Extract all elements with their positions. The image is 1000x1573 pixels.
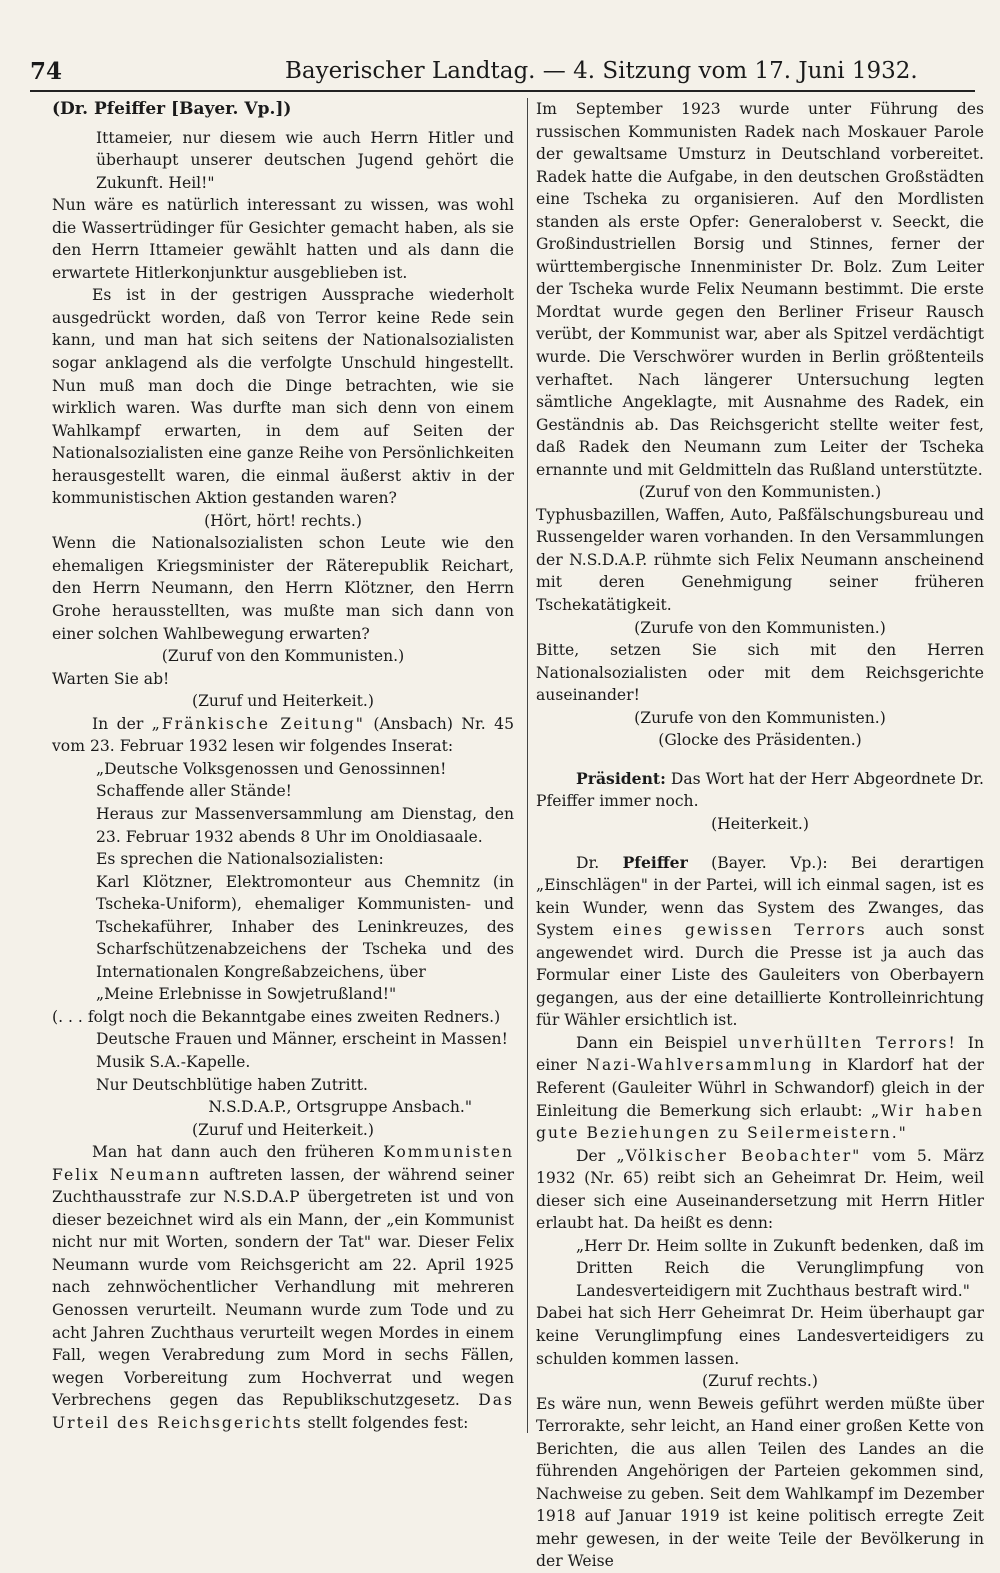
interjection: (Glocke des Präsidenten.) bbox=[658, 731, 862, 750]
spacer bbox=[536, 836, 984, 852]
interjection: (Zuruf und Heiterkeit.) bbox=[192, 1120, 374, 1139]
running-title: Bayerischer Landtag. — 4. Sitzung vom 17. Juni 1932. bbox=[285, 58, 918, 84]
emphasis: Kommunisten Felix Neumann bbox=[52, 1143, 514, 1184]
left-column bbox=[52, 98, 514, 1438]
ad-line: Karl Klötzner, Elektromonteur aus Chemnitz (in Tscheka-Uniform), ehemaliger Kommunisten- und Tschekaführer, Inhaber des Leninkreuzes, des Scharfschützenabzeichens der Tscheka und des Internationalen Kongreßabzeichens, über bbox=[96, 872, 514, 981]
newspaper-name: „Fränkische Zeitung" bbox=[151, 714, 365, 733]
ad-line: Es sprechen die Nationalsozialisten: bbox=[96, 850, 384, 869]
paragraph: Nun wäre es natürlich interessant zu wissen, was wohl die Wassertrüdinger für Gesichter gemacht haben, als sie den Herrn Ittameier gewählt hatten und als dann die erwartete Hitlerkonjunktur ausgeblieben ist. bbox=[52, 196, 514, 282]
paragraph: Typhusbazillen, Waffen, Auto, Paßfälschungsbureau und Russengelder waren vorhanden. In den Versammlungen der N.S.D.A.P. rühmte sich Felix Neumann anscheinend mit deren Genehmigung seiner früheren Tschekatätigkeit. bbox=[536, 505, 984, 615]
spacer bbox=[536, 752, 984, 768]
ad-line: Heraus zur Massenversammlung am Dienstag, den 23. Februar 1932 abends 8 Uhr im Onoldiasaale. bbox=[96, 804, 514, 846]
page-number: 74 bbox=[30, 58, 63, 85]
text: Man hat dann auch den früheren bbox=[92, 1143, 384, 1162]
paragraph: Bitte, setzen Sie sich mit den Herren Nationalsozialisten oder mit dem Reichsgerichte auseinander! bbox=[536, 641, 984, 705]
right-column bbox=[536, 98, 984, 1571]
page-header bbox=[30, 58, 970, 92]
text: Dr. bbox=[576, 853, 623, 872]
header-rule bbox=[30, 90, 975, 92]
ad-line: Schaffende aller Stände! bbox=[96, 782, 292, 801]
emphasis: unverhüllten Terrors! bbox=[738, 1033, 957, 1052]
text: Das Wort hat der Herr Abgeordnete Dr. Pfeiffer immer noch. bbox=[536, 769, 984, 811]
quote-closing: Ittameier, nur diesem wie auch Herrn Hitler und überhaupt unserer deutschen Jugend gehört die Zukunft. Heil!" bbox=[96, 128, 514, 192]
speaker-name: Pfeiffer bbox=[622, 852, 688, 872]
text: Der bbox=[576, 1146, 617, 1165]
interjection: (Zurufe von den Kommunisten.) bbox=[634, 618, 886, 637]
paragraph: Es ist in der gestrigen Aussprache wiederholt ausgedrückt worden, daß von Terror keine Rede sein kann, und man hat sich seitens der Nationalsozialisten sogar anklagend als die verfolgte Unschuld hingestellt. Nun muß man doch die Dinge betrachten, wie sie wirklich waren. Was durfte man sich denn von einem Wahlkampf erwarten, in dem auf Seiten der Nationalsozialisten eine ganze Reihe von Persönlichkeiten herausgestellt waren, die einmal äußerst aktiv in der kommunistischen Aktion gestanden waren? bbox=[52, 286, 514, 508]
speaker-tag: (Dr. Pfeiffer [Bayer. Vp.]) bbox=[52, 99, 292, 119]
ad-signature: N.S.D.A.P., Ortsgruppe Ansbach." bbox=[208, 1098, 472, 1117]
paragraph bbox=[536, 768, 984, 813]
text: (Bayer. Vp.): Bei derartigen „Einschlägen" in der Partei, will ich einmal sagen, ist es kein Wunder, wenn das System des Zwanges, das System bbox=[536, 853, 984, 940]
interjection: (Heiterkeit.) bbox=[711, 814, 809, 833]
text: auftreten lassen, der während seiner Zuchthausstrafe zur N.S.D.A.P übergetreten ist und von dieser bezeichnet wird als ein Mann, der „ein Kommunist nicht nur mit Worten, sondern der Tat" war. Dieser Felix Neumann wurde vom Reichsgericht am 22. April 1925 nach zehnwöchentlicher Verhandlung mit mehreren Genossen verurteilt. Neumann wurde zum Tode und zu acht Jahren Zuchthaus verurteilt wegen Mordes in einem Fall, wegen Verabredung zum Mord in sechs Fällen, wegen Vorbereitung zum Hochverrat und wegen Verbrechens gegen das Republikschutzgesetz. bbox=[52, 1165, 514, 1410]
emphasis: „Wir haben gute Beziehungen zu Seilermeistern." bbox=[536, 1101, 984, 1143]
text: vom 5. März 1932 (Nr. 65) reibt sich an Geheimrat Dr. Heim, weil dieser sich eine Auseinandersetzung mit Herrn Hitler erlaubt hat. Da heißt es denn: bbox=[536, 1146, 984, 1233]
ad-line: Musik S.A.-Kapelle. bbox=[96, 1052, 251, 1071]
paragraph bbox=[52, 713, 514, 758]
paragraph: Warten Sie ab! bbox=[52, 669, 170, 688]
paragraph: Dabei hat sich Herr Geheimrat Dr. Heim überhaupt gar keine Verunglimpfung eines Landesverteidigers zu schulden kommen lassen. bbox=[536, 1304, 984, 1368]
ad-line: Deutsche Frauen und Männer, erscheint in Massen! bbox=[96, 1030, 508, 1049]
ad-line: „Meine Erlebnisse in Sowjetrußland!" bbox=[96, 985, 397, 1004]
text: In einer bbox=[536, 1033, 984, 1075]
newspaper-name: „Völkischer Beobachter" bbox=[616, 1146, 862, 1165]
text: In der bbox=[92, 714, 152, 733]
paragraph: Wenn die Nationalsozialisten schon Leute wie den ehemaligen Kriegsminister der Räterepublik Reichart, den Herrn Neumann, den Herrn Klötzner, den Herrn Grohe herausstellten, was mußte man sich dann von einer solchen Wahlbewegung erwarten? bbox=[52, 534, 514, 643]
interjection: (Zurufe von den Kommunisten.) bbox=[634, 708, 886, 727]
ad-line: „Deutsche Volksgenossen und Genossinnen! bbox=[96, 759, 447, 778]
emphasis: Das Urteil des Reichsgerichts bbox=[52, 1391, 514, 1432]
text: auch sonst angewendet wird. Durch die Presse ist ja auch das Formular einer Liste des Gauleiters von Oberbayern gegangen, aus der eine detaillierte Kontrolleinrichtung für Wähler ersichtlich ist. bbox=[536, 921, 984, 1030]
interjection: (Zuruf von den Kommunisten.) bbox=[638, 483, 882, 502]
emphasis: Nazi-Wahlversammlung bbox=[586, 1056, 814, 1075]
text: in Klardorf hat der Referent (Gauleiter Wührl in Schwandorf) gleich in der Einleitung die Bemerkung sich erlaubt: bbox=[536, 1056, 984, 1120]
paragraph bbox=[536, 1145, 984, 1235]
paragraph bbox=[52, 1141, 514, 1434]
text: (Ansbach) Nr. 45 vom 23. Februar 1932 lesen wir folgendes Inserat: bbox=[52, 714, 515, 756]
speaker-name: Präsident: bbox=[576, 768, 666, 788]
text: Dann ein Beispiel bbox=[576, 1033, 739, 1052]
ad-line: (. . . folgt noch die Bekanntgabe eines zweiten Redners.) bbox=[52, 1007, 501, 1026]
interjection: (Zuruf rechts.) bbox=[702, 1372, 818, 1391]
interjection: (Hört, hört! rechts.) bbox=[204, 511, 362, 530]
paragraph: Im September 1923 wurde unter Führung des russischen Kommunisten Radek nach Moskauer Parole der gewaltsame Umsturz in Deutschland vorbereitet. Radek hatte die Aufgabe, in den deutschen Großstädten eine Tscheka zu organisieren. Auf den Mordlisten standen als erste Opfer: Generaloberst v. Seeckt, die Großindustriellen Borsig und Stinnes, ferner der württembergische Innenminister Dr. Bolz. Zum Leiter der Tscheka wurde Felix Neumann bestimmt. Die erste Mordtat wurde gegen den Berliner Friseur Rausch verübt, der Kommunist war, aber als Spitzel verdächtigt wurde. Die Verschwörer wurden in Berlin größtenteils verhaftet. Nach längerer Untersuchung legten sämtliche Angeklagte, mit Ausnahme des Radek, ein Geständnis ab. Das Reichsgericht stellte weiter fest, daß Radek den Neumann zum Leiter der Tscheka ernannte und mit Geldmitteln das Rußland unterstützte. bbox=[536, 100, 984, 479]
interjection: (Zuruf von den Kommunisten.) bbox=[161, 647, 405, 666]
paragraph: Es wäre nun, wenn Beweis geführt werden müßte über Terrorakte, sehr leicht, an Hand einer großen Kette von Berichten, die aus allen Teilen des Landes an die führenden Angehörigen der Parteien gekommen sind, Nachweise zu geben. Seit dem Wahlkampf im Dezember 1918 auf Januar 1919 ist keine politisch erregte Zeit mehr gewesen, in der weite Teile der Bevölkerung in der Weise bbox=[536, 1394, 984, 1571]
paragraph bbox=[536, 1032, 984, 1145]
paragraph bbox=[536, 852, 984, 1032]
quote: „Herr Dr. Heim sollte in Zukunft bedenken, daß im Dritten Reich die Verunglimpfung von Landesverteidigern mit Zuchthaus bestraft wird." bbox=[576, 1236, 984, 1300]
emphasis: eines gewissen Terrors bbox=[612, 921, 867, 940]
column-divider bbox=[527, 98, 528, 1433]
text: stellt folgendes fest: bbox=[302, 1413, 469, 1432]
ad-line: Nur Deutschblütige haben Zutritt. bbox=[96, 1075, 368, 1094]
interjection: (Zuruf und Heiterkeit.) bbox=[192, 692, 374, 711]
